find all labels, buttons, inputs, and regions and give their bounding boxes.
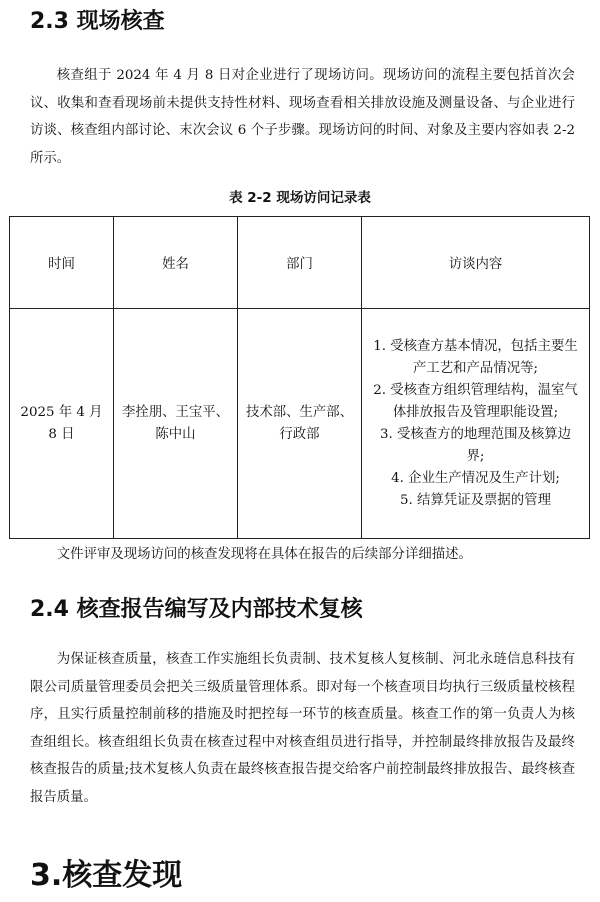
- section-3-title: 3.核查发现: [30, 858, 183, 893]
- header-dept: 部门: [238, 217, 362, 309]
- header-time: 时间: [10, 217, 114, 309]
- list-item: 3. 受核查方的地理范围及核算边界;: [379, 426, 572, 464]
- header-name: 姓名: [114, 217, 238, 309]
- list-item: 5. 结算凭证及票据的管理: [400, 492, 551, 508]
- section-2-3-title: 2.3 现场核查: [30, 9, 165, 34]
- section-2-3-paragraph: 核查组于 2024 年 4 月 8 日对企业进行了现场访问。现场访问的流程主要包括首次会议、收集和查看现场前未提供支持性材料、现场查看相关排放设施及测量设备、与企业进行访谈、核查组内部讨论、末次会议 6 个子步骤。现场访问的时间、对象及主要内容如表 2-2 所示。: [30, 68, 575, 166]
- section-2-4-paragraph: 为保证核查质量，核查工作实施组长负责制、技术复核人复核制、河北永琏信息科技有限公司质量管理委员会把关三级质量管理体系。即对每一个核查项目均执行三级质量校核程序，且实行质量控制前移的措施及时把控每一环节的核查质量。核查工作的第一负责人为核查组组长。核查组组长负责在核查过程中对核查组员进行指导，并控制最终排放报告及最终核查报告的质量;技术复核人负责在最终核查报告提交给客户前控制最终排放报告、最终核查报告质量。: [30, 652, 575, 805]
- list-item: 2. 受核查方组织管理结构，温室气体排放报告及管理职能设置;: [373, 382, 578, 420]
- visit-record-table: [9, 216, 590, 539]
- header-content: 访谈内容: [362, 217, 590, 309]
- table-header-row: [10, 217, 590, 309]
- cell-names: 李拴朋、王宝平、陈中山: [114, 309, 238, 539]
- content-list: [368, 336, 583, 512]
- list-item: 1. 受核查方基本情况，包括主要生产工艺和产品情况等;: [373, 338, 578, 376]
- cell-dept: 技术部、生产部、行政部: [238, 309, 362, 539]
- table-caption: 表 2-2 现场访问记录表: [229, 190, 371, 206]
- cell-time: 2025 年 4 月 8 日: [10, 309, 114, 539]
- table-row: [10, 309, 590, 539]
- list-item: 4. 企业生产情况及生产计划;: [391, 470, 560, 486]
- after-table-note: 文件评审及现场访问的核查发现将在具体在报告的后续部分详细描述。: [56, 547, 472, 562]
- section-2-4-title: 2.4 核查报告编写及内部技术复核: [30, 597, 363, 622]
- cell-content: [362, 309, 590, 539]
